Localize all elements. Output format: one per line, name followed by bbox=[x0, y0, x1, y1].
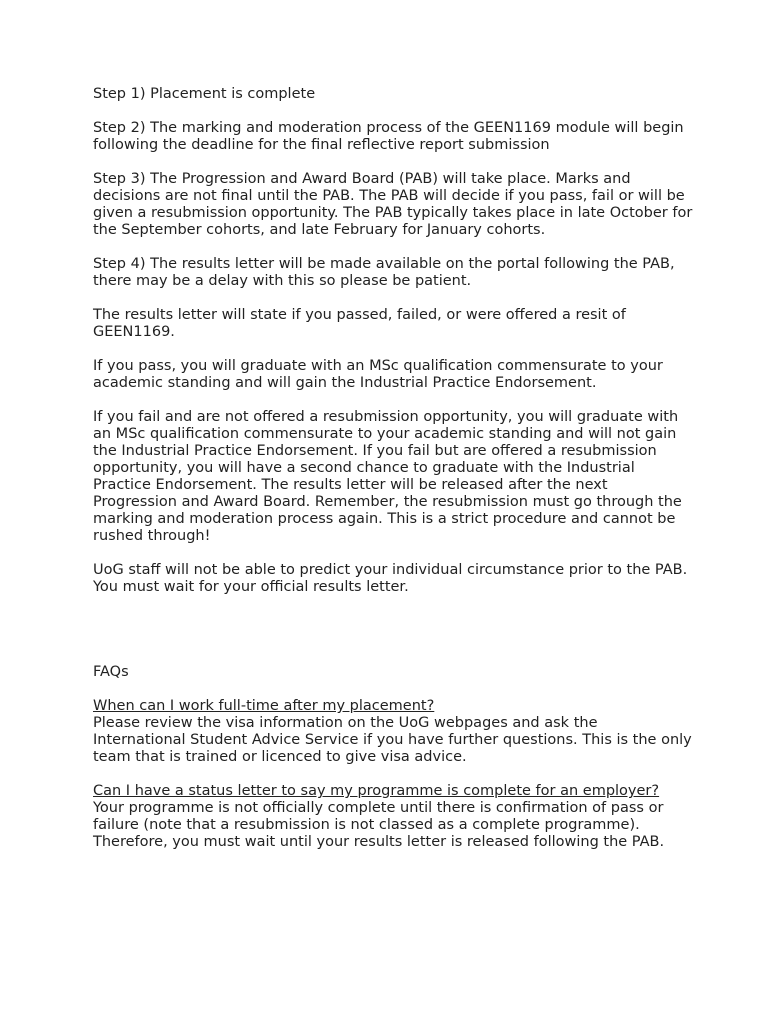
step-3-text: Step 3) The Progression and Award Board (PAB) will take place. Marks and decisions are not final until the PAB. The PAB will decide if you pass, fail or will be given a resubmission opportunity. The PAB typically takes place in late October for the September cohorts, and late February for January cohorts. bbox=[93, 171, 693, 238]
faq-answer: Your programme is not officially complete until there is confirmation of pass or failure (note that a resubmission is not classed as a complete programme). Therefore, you must wait until your results letter is released following the PAB. bbox=[93, 800, 665, 850]
step-1-text: Step 1) Placement is complete bbox=[93, 86, 316, 102]
section-spacer bbox=[93, 596, 693, 630]
faq-question: When can I work full-time after my placement? bbox=[93, 698, 435, 714]
staff-notice-text: UoG staff will not be able to predict your individual circumstance prior to the PAB. You must wait for your official results letter. bbox=[93, 562, 688, 595]
fail-outcome-text: If you fail and are not offered a resubmission opportunity, you will graduate with an MSc qualification commensurate to your academic standing and will not gain the Industrial Practice Endorsement. If you fail but are offered a resubmission opportunity, you will have a second chance to graduate with the Industrial Practice Endorsement. The results letter will be released after the next Progression and Award Board. Remember, the resubmission must go through the marking and moderation process again. This is a strict procedure and cannot be rushed through! bbox=[93, 409, 682, 544]
faq-answer: Please review the visa information on the UoG webpages and ask the International Student Advice Service if you have further questions. This is the only team that is trained or licenced to give visa advice. bbox=[93, 715, 692, 765]
results-letter-text: The results letter will state if you passed, failed, or were offered a resit of GEEN1169. bbox=[93, 307, 626, 340]
step-2-text: Step 2) The marking and moderation process of the GEEN1169 module will begin following the deadline for the final reflective report submission bbox=[93, 120, 684, 153]
document-body bbox=[93, 86, 693, 868]
step-4-text: Step 4) The results letter will be made available on the portal following the PAB, there may be a delay with this so please be patient. bbox=[93, 256, 675, 289]
faqs-heading: FAQs bbox=[93, 664, 129, 680]
faq-question: Can I have a status letter to say my programme is complete for an employer? bbox=[93, 783, 660, 799]
section-spacer bbox=[93, 630, 693, 664]
pass-outcome-text: If you pass, you will graduate with an MSc qualification commensurate to your academic standing and will gain the Industrial Practice Endorsement. bbox=[93, 358, 663, 391]
